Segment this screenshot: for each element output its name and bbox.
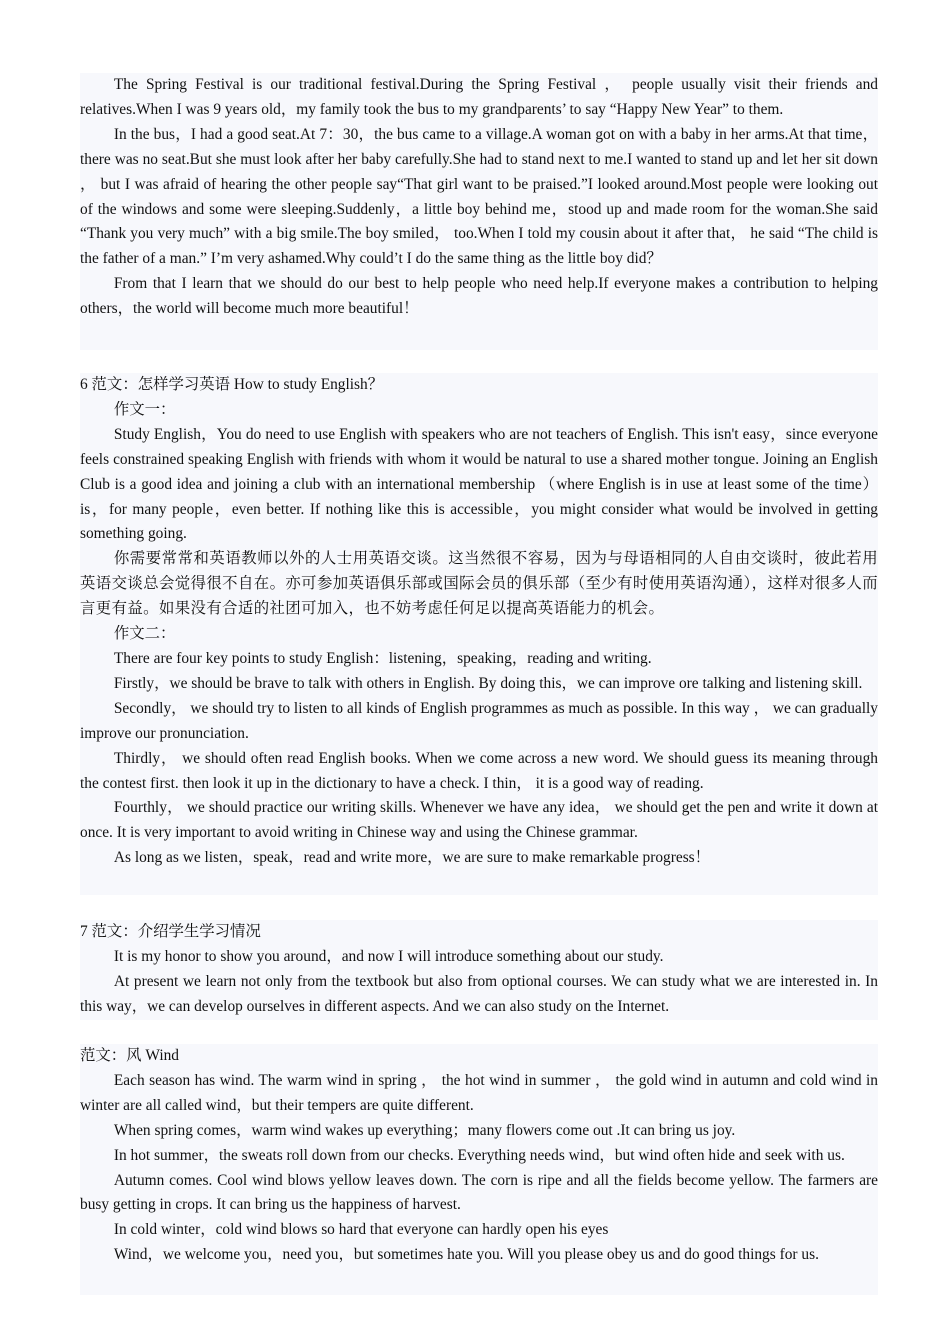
wind-essay-section [80, 1044, 878, 1295]
chinese-paragraph: 你需要常常和英语教师以外的人士用英语交谈。这当然很不容易，因为与母语相同的人自由交谈时，彼此若用英语交谈总会觉得很不自在。亦可参加英语俱乐部或国际会员的俱乐部（至少有时使用英语沟通），这样对很多人而言更有益。如果没有合适的社团可加入，也不妨考虑任何足以提高英语能力的机会。 [80, 550, 878, 618]
paragraph: Secondly， we should try to listen to all kinds of English programmes as much as possible. In this way ， we can gradually improve our pronunciation. [80, 699, 878, 742]
paragraph: There are four key points to study English：listening，speaking，reading and writing. [113, 649, 652, 667]
paragraph: From that I learn that we should do our best to help people who need help.If everyone makes a contribution to helping others，the world will become much more beautiful！ [80, 275, 878, 318]
paragraph: When spring comes，warm wind wakes up everything；many flowers come out .It can bring us joy. [113, 1121, 736, 1139]
paragraph: In the bus，I had a good seat.At 7：30，the bus came to a village.A woman got on with a baby in her arms.At that time， there was no seat.But she must look after her baby carefully.She had to stand next to me.I wanted to stand up and let her sit down ， but I was afraid of hearing the other people say“That girl want to be praised.”I looked around.Most people were looking out of the windows and some were sleeping.Suddenly，a little boy behind me，stood up and made room for the woman.She said “Thank you very much” with a big smile.The boy smiled， too.When I told my cousin about it after that， he said “The child is the father of a man.” I’m very ashamed.Why could’t I do the same thing as the little boy did？ [80, 125, 878, 268]
how-to-study-english-section [80, 373, 878, 895]
paragraph: Each season has wind. The warm wind in spring ， the hot wind in summer ， the gold wind in autumn and cold wind in winter are all called wind，but their tempers are quite different. [80, 1071, 878, 1114]
paragraph: Wind，we welcome you，need you，but sometimes hate you. Will you please obey us and do good things for us. [113, 1246, 819, 1264]
paragraph: It is my honor to show you around，and now I will introduce something about our study. [113, 947, 664, 965]
paragraph: In hot summer，the sweats roll down from our checks. Everything needs wind，but wind often hide and seek with us. [113, 1146, 845, 1164]
paragraph: At present we learn not only from the textbook but also from optional courses. We can study what we are interested in. In this way，we can develop ourselves in different aspects. And we can also study on the Internet. [80, 972, 878, 1015]
paragraph: As long as we listen，speak，read and write more，we are sure to make remarkable progress！ [113, 849, 711, 867]
paragraph: Fourthly， we should practice our writing skills. Whenever we have any idea， we should get the pen and write it down at once. It is very important to avoid writing in Chinese way and using the Chinese grammar. [80, 799, 878, 842]
paragraph: Thirdly， we should often read English books. When we come across a new word. We should guess its meaning through the contest first. then look it up in the dictionary to have a check. I thin， it is a good way of reading. [80, 749, 878, 792]
section-heading: 7 范文：介绍学生学习情况 [80, 923, 261, 940]
student-study-section [80, 920, 878, 1020]
paragraph: Firstly，we should be brave to talk with others in English. By doing this，we can improve ore talking and listening skill. [113, 674, 863, 692]
subheading: 作文一： [113, 400, 176, 418]
section-heading: 6 范文：怎样学习英语 How to study English？ [80, 376, 384, 393]
paragraph: The Spring Festival is our traditional festival.During the Spring Festival ， people usually visit their friends and relatives.When I was 9 years old，my family took the bus to my grandparents’ to say “Happy New Year” to them. [80, 76, 878, 118]
paragraph: Autumn comes. Cool wind blows yellow leaves down. The corn is ripe and all the fields become yellow. The farmers are busy getting in crops. It can bring us the happiness of harvest. [80, 1171, 878, 1214]
subheading: 作文二： [113, 625, 176, 643]
paragraph: In cold winter，cold wind blows so hard that everyone can hardly open his eyes [113, 1221, 609, 1239]
paragraph: Study English，You do need to use English with speakers who are not teachers of English. This isn't easy，since everyone feels constrained speaking English with friends with whom it would be natural to use a shared mother tongue. Joining an English Club is a good idea and joining a club with an international membership （where English is in use at least some of the time）is，for many people，even better. If nothing like this is accessible，you might consider what would be involved in getting something going. [80, 425, 878, 543]
section-heading: 范文：风 Wind [80, 1047, 179, 1064]
spring-festival-essay [80, 73, 878, 350]
